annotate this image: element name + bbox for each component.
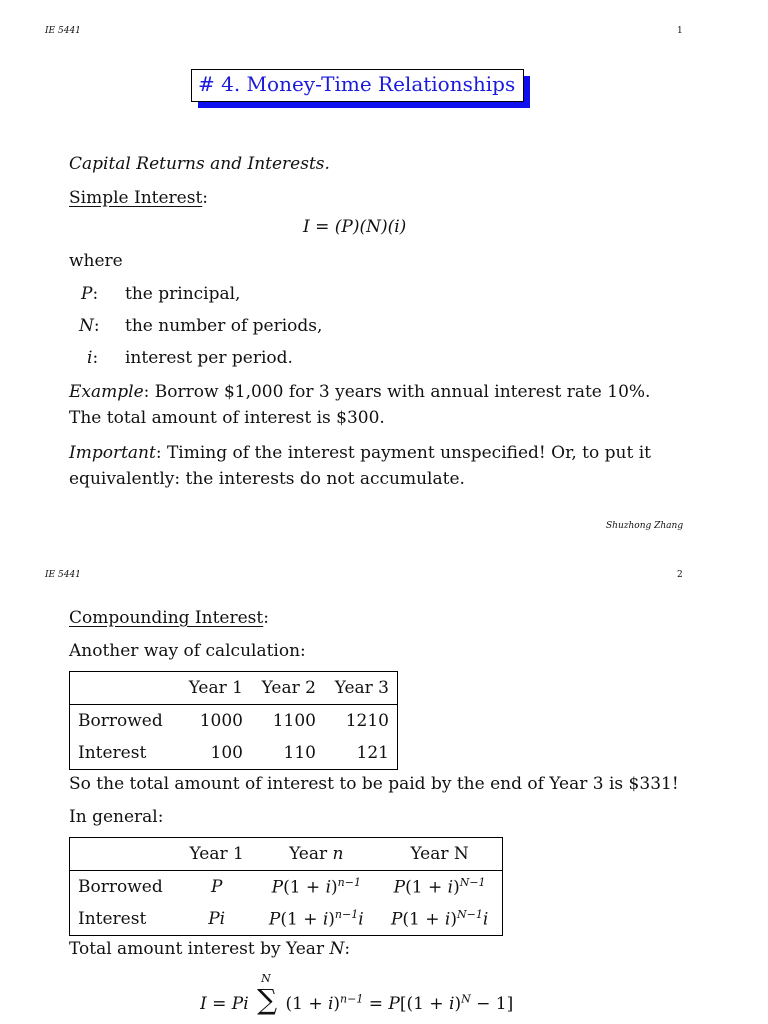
table-header-cell: Year N (377, 838, 502, 871)
table-header-cell: Year 1 (178, 672, 251, 705)
def-sym-p: P: (81, 284, 99, 304)
table-cell: 1100 (272, 711, 316, 731)
table-row (70, 705, 398, 738)
page1-page-number: 1 (677, 26, 683, 36)
table-cell: Pi (208, 909, 226, 929)
compounding-table (69, 671, 398, 770)
table-header-cell: Year 1 (178, 838, 255, 871)
page2-page-number: 2 (677, 570, 683, 580)
another-way-text: Another way of calculation: (69, 641, 306, 661)
compounding-heading: Compounding Interest: (69, 608, 269, 628)
table-row (70, 871, 503, 904)
important-line1: Important: Timing of the interest payment unspecified! Or, to put it (69, 443, 651, 463)
table-header-cell: Year 3 (324, 672, 398, 705)
where-label: where (69, 251, 123, 271)
page2-course-code: IE 5441 (45, 570, 81, 580)
table-header-cell: Year n (255, 838, 377, 871)
table-cell: 100 (210, 743, 243, 763)
def-text-p: the principal, (125, 284, 241, 304)
table-cell: P (210, 877, 223, 897)
in-general-text: In general: (69, 807, 164, 827)
table-cell: 1210 (345, 711, 389, 731)
table-header-cell (70, 838, 179, 871)
example-line2: The total amount of interest is $300. (69, 408, 385, 428)
table-cell: $P(1 + i)^{n-1}i$ (268, 908, 364, 930)
simple-interest-formula: I = (P)(N)(i) (303, 217, 407, 237)
def-sym-i: i: (87, 348, 99, 368)
table-cell: Interest (78, 909, 147, 929)
table-cell: Borrowed (78, 711, 163, 731)
table-cell: Interest (78, 743, 147, 763)
table-row (70, 737, 398, 770)
table-row (70, 903, 503, 936)
page-title: # 4. Money-Time Relationships (198, 72, 516, 96)
table-header-cell: Year 2 (251, 672, 324, 705)
table-cell: $P(1 + i)^{N-1}i$ (390, 908, 489, 930)
author: Shuzhong Zhang (606, 521, 684, 531)
table-cell: 1000 (199, 711, 243, 731)
table-cell: $P(1 + i)^{n-1}$ (271, 876, 361, 898)
table-header-row (70, 672, 398, 705)
table-cell: 110 (283, 743, 316, 763)
def-text-n: the number of periods, (125, 316, 323, 336)
def-text-i: interest per period. (125, 348, 293, 368)
table-header-row (70, 838, 503, 871)
table-cell: 121 (356, 743, 389, 763)
sum-formula: I = Pi N ∑ $(1 + i)^{n-1} = P[(1 + i)^N - 1]$ (200, 972, 514, 1016)
total-331-text: So the total amount of interest to be paid by the end of Year 3 is $331! (69, 774, 679, 794)
table-cell: Borrowed (78, 877, 163, 897)
def-sym-n: N: (79, 316, 100, 336)
important-line2: equivalently: the interests do not accumulate. (69, 469, 465, 489)
simple-interest-heading: Simple Interest: (69, 188, 209, 208)
table-header-cell (70, 672, 179, 705)
example-line1: Example: Borrow $1,000 for 3 years with annual interest rate 10%. (69, 382, 651, 402)
total-by-year-text: Total amount interest by Year N: (69, 939, 351, 959)
table-cell: $P(1 + i)^{N-1}$ (393, 876, 486, 898)
subtitle: Capital Returns and Interests. (69, 154, 330, 174)
page1-course-code: IE 5441 (45, 26, 81, 36)
general-table (69, 837, 503, 936)
